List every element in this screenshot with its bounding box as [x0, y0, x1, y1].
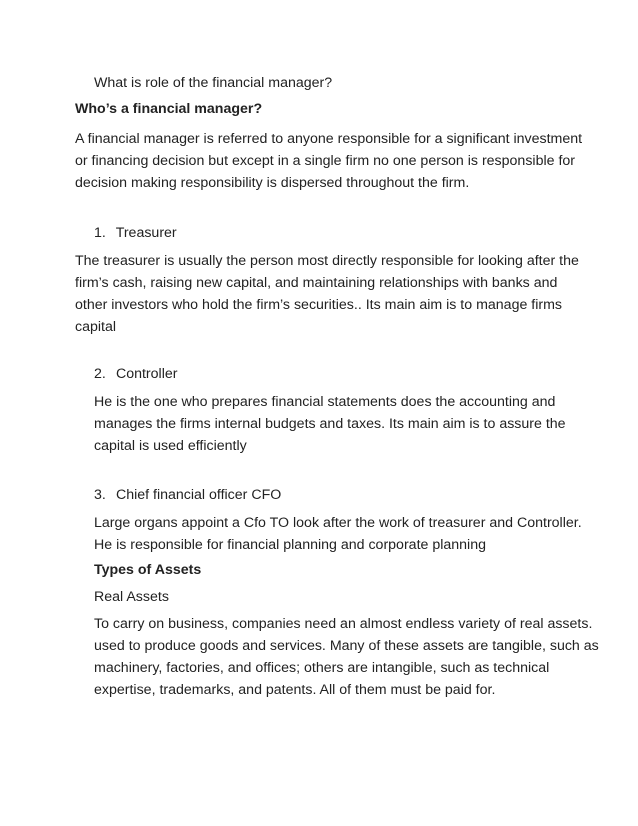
intro-line: decision making responsibility is dispersed throughout the firm.: [75, 175, 470, 191]
intro-line: A financial manager is referred to anyone responsible for a significant investment: [75, 131, 583, 147]
treasurer-paragraph: [75, 250, 579, 338]
list-item-cfo: [94, 484, 281, 506]
list-number: 2.: [94, 366, 106, 382]
real-assets-paragraph: [94, 613, 599, 701]
real-assets-line: used to produce goods and services. Many of these assets are tangible, such as: [94, 638, 599, 654]
treasurer-line: other investors who hold the firm’s securities.. Its main aim is to manage firms: [75, 297, 563, 313]
list-title: Chief financial officer CFO: [115, 487, 282, 503]
real-assets-line: To carry on business, companies need an almost endless variety of real assets.: [94, 616, 593, 632]
controller-line: He is the one who prepares financial statements does the accounting and: [94, 394, 556, 410]
heading-types-of-assets: Types of Assets: [94, 562, 202, 578]
controller-paragraph: [94, 391, 566, 457]
cfo-paragraph: [94, 512, 582, 556]
list-number: 3.: [94, 487, 106, 503]
treasurer-line: firm’s cash, raising new capital, and maintaining relationships with banks and: [75, 275, 558, 291]
cfo-line: Large organs appoint a Cfo TO look after the work of treasurer and Controller.: [94, 515, 582, 531]
question-line: What is role of the financial manager?: [94, 75, 333, 91]
list-title: Treasurer: [115, 225, 177, 241]
list-item-controller: [94, 363, 177, 385]
real-assets-title: Real Assets: [94, 589, 169, 605]
heading-financial-manager: Who’s a financial manager?: [75, 101, 263, 117]
treasurer-line: The treasurer is usually the person most directly responsible for looking after the: [75, 253, 579, 269]
list-title: Controller: [115, 366, 178, 382]
real-assets-line: expertise, trademarks, and patents. All of them must be paid for.: [94, 682, 496, 698]
controller-line: manages the firms internal budgets and taxes. Its main aim is to assure the: [94, 416, 566, 432]
intro-line: or financing decision but except in a single firm no one person is responsible for: [75, 153, 575, 169]
real-assets-line: machinery, factories, and offices; others are intangible, such as technical: [94, 660, 550, 676]
controller-line: capital is used efficiently: [94, 438, 247, 454]
cfo-line: He is responsible for financial planning and corporate planning: [94, 537, 486, 553]
list-number: 1.: [94, 225, 106, 241]
list-item-treasurer: [94, 222, 177, 244]
intro-paragraph: [75, 128, 582, 194]
treasurer-line: capital: [75, 319, 117, 335]
